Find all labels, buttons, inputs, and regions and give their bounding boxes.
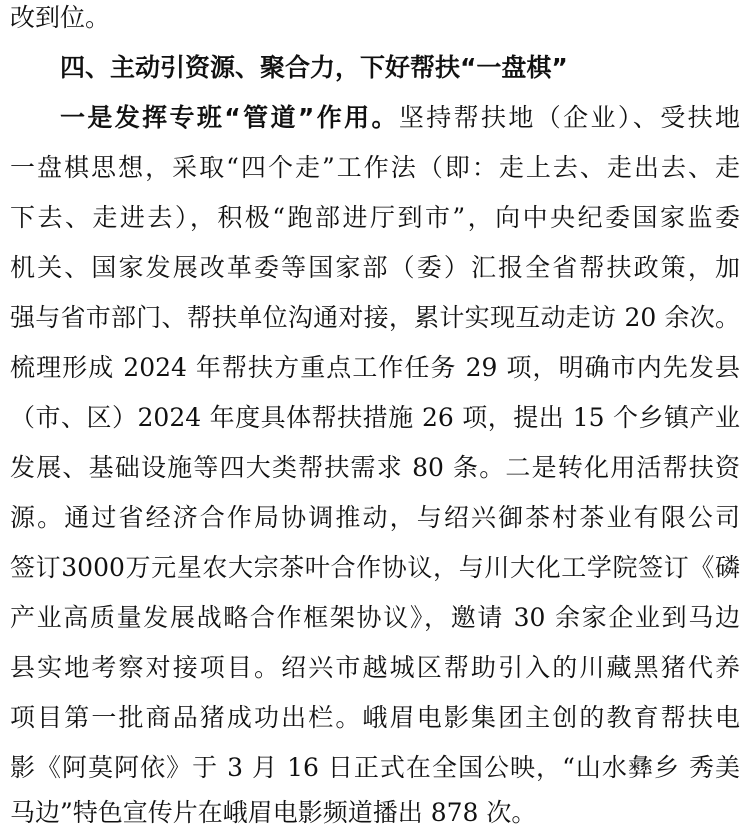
paragraph-line-12: 县实地考察对接项目。绍兴市越城区帮助引入的川藏黑猪代养 [10,653,740,682]
paragraph-line-1 [60,95,740,140]
paragraph-line-1-text: 坚持帮扶地（企业）、受扶地 [398,103,740,132]
paragraph-line-8: 发展、基础设施等四大类帮扶需求 80 条。二是转化用活帮扶资 [10,453,740,482]
paragraph-line-11: 产业高质量发展战略合作框架协议》，邀请 30 余家企业到马边 [10,603,740,632]
paragraph-line-15: 马边”特色宣传片在峨眉电影频道播出 878 次。 [10,798,537,827]
paragraph-line-5: 强与省市部门、帮扶单位沟通对接，累计实现互动走访 20 余次。 [10,303,740,332]
paragraph-line-6: 梳理形成 2024 年帮扶方重点工作任务 29 项，明确市内先发县 [10,353,740,382]
paragraph-line-9: 源。通过省经济合作局协调推动，与绍兴御茶村茶业有限公司 [10,503,740,532]
paragraph-line-10: 签订3000万元星农大宗茶叶合作协议，与川大化工学院签订《磷 [10,553,740,582]
paragraph-line-13: 项目第一批商品猪成功出栏。峨眉电影集团主创的教育帮扶电 [10,703,740,732]
paragraph-line-14: 影《阿莫阿依》于 3 月 16 日正式在全国公映，“山水彝乡 秀美 [10,753,740,782]
paragraph-lead-phrase: 一是发挥专班“管道”作用。 [60,103,399,132]
paragraph-line-7: （市、区）2024 年度具体帮扶措施 26 项，提出 15 个乡镇产业 [10,403,740,432]
paragraph-line-3: 下去、走进去），积极“跑部进厅到市”，向中央纪委国家监委 [10,203,740,232]
paragraph-line-2: 一盘棋思想，采取“四个走”工作法（即：走上去、走出去、走 [10,153,740,182]
paragraph-line-4: 机关、国家发展改革委等国家部（委）汇报全省帮扶政策，加 [10,253,740,282]
section-heading: 四、主动引资源、聚合力，下好帮扶“一盘棋” [60,53,568,82]
previous-paragraph-tail: 改到位。 [10,3,111,32]
